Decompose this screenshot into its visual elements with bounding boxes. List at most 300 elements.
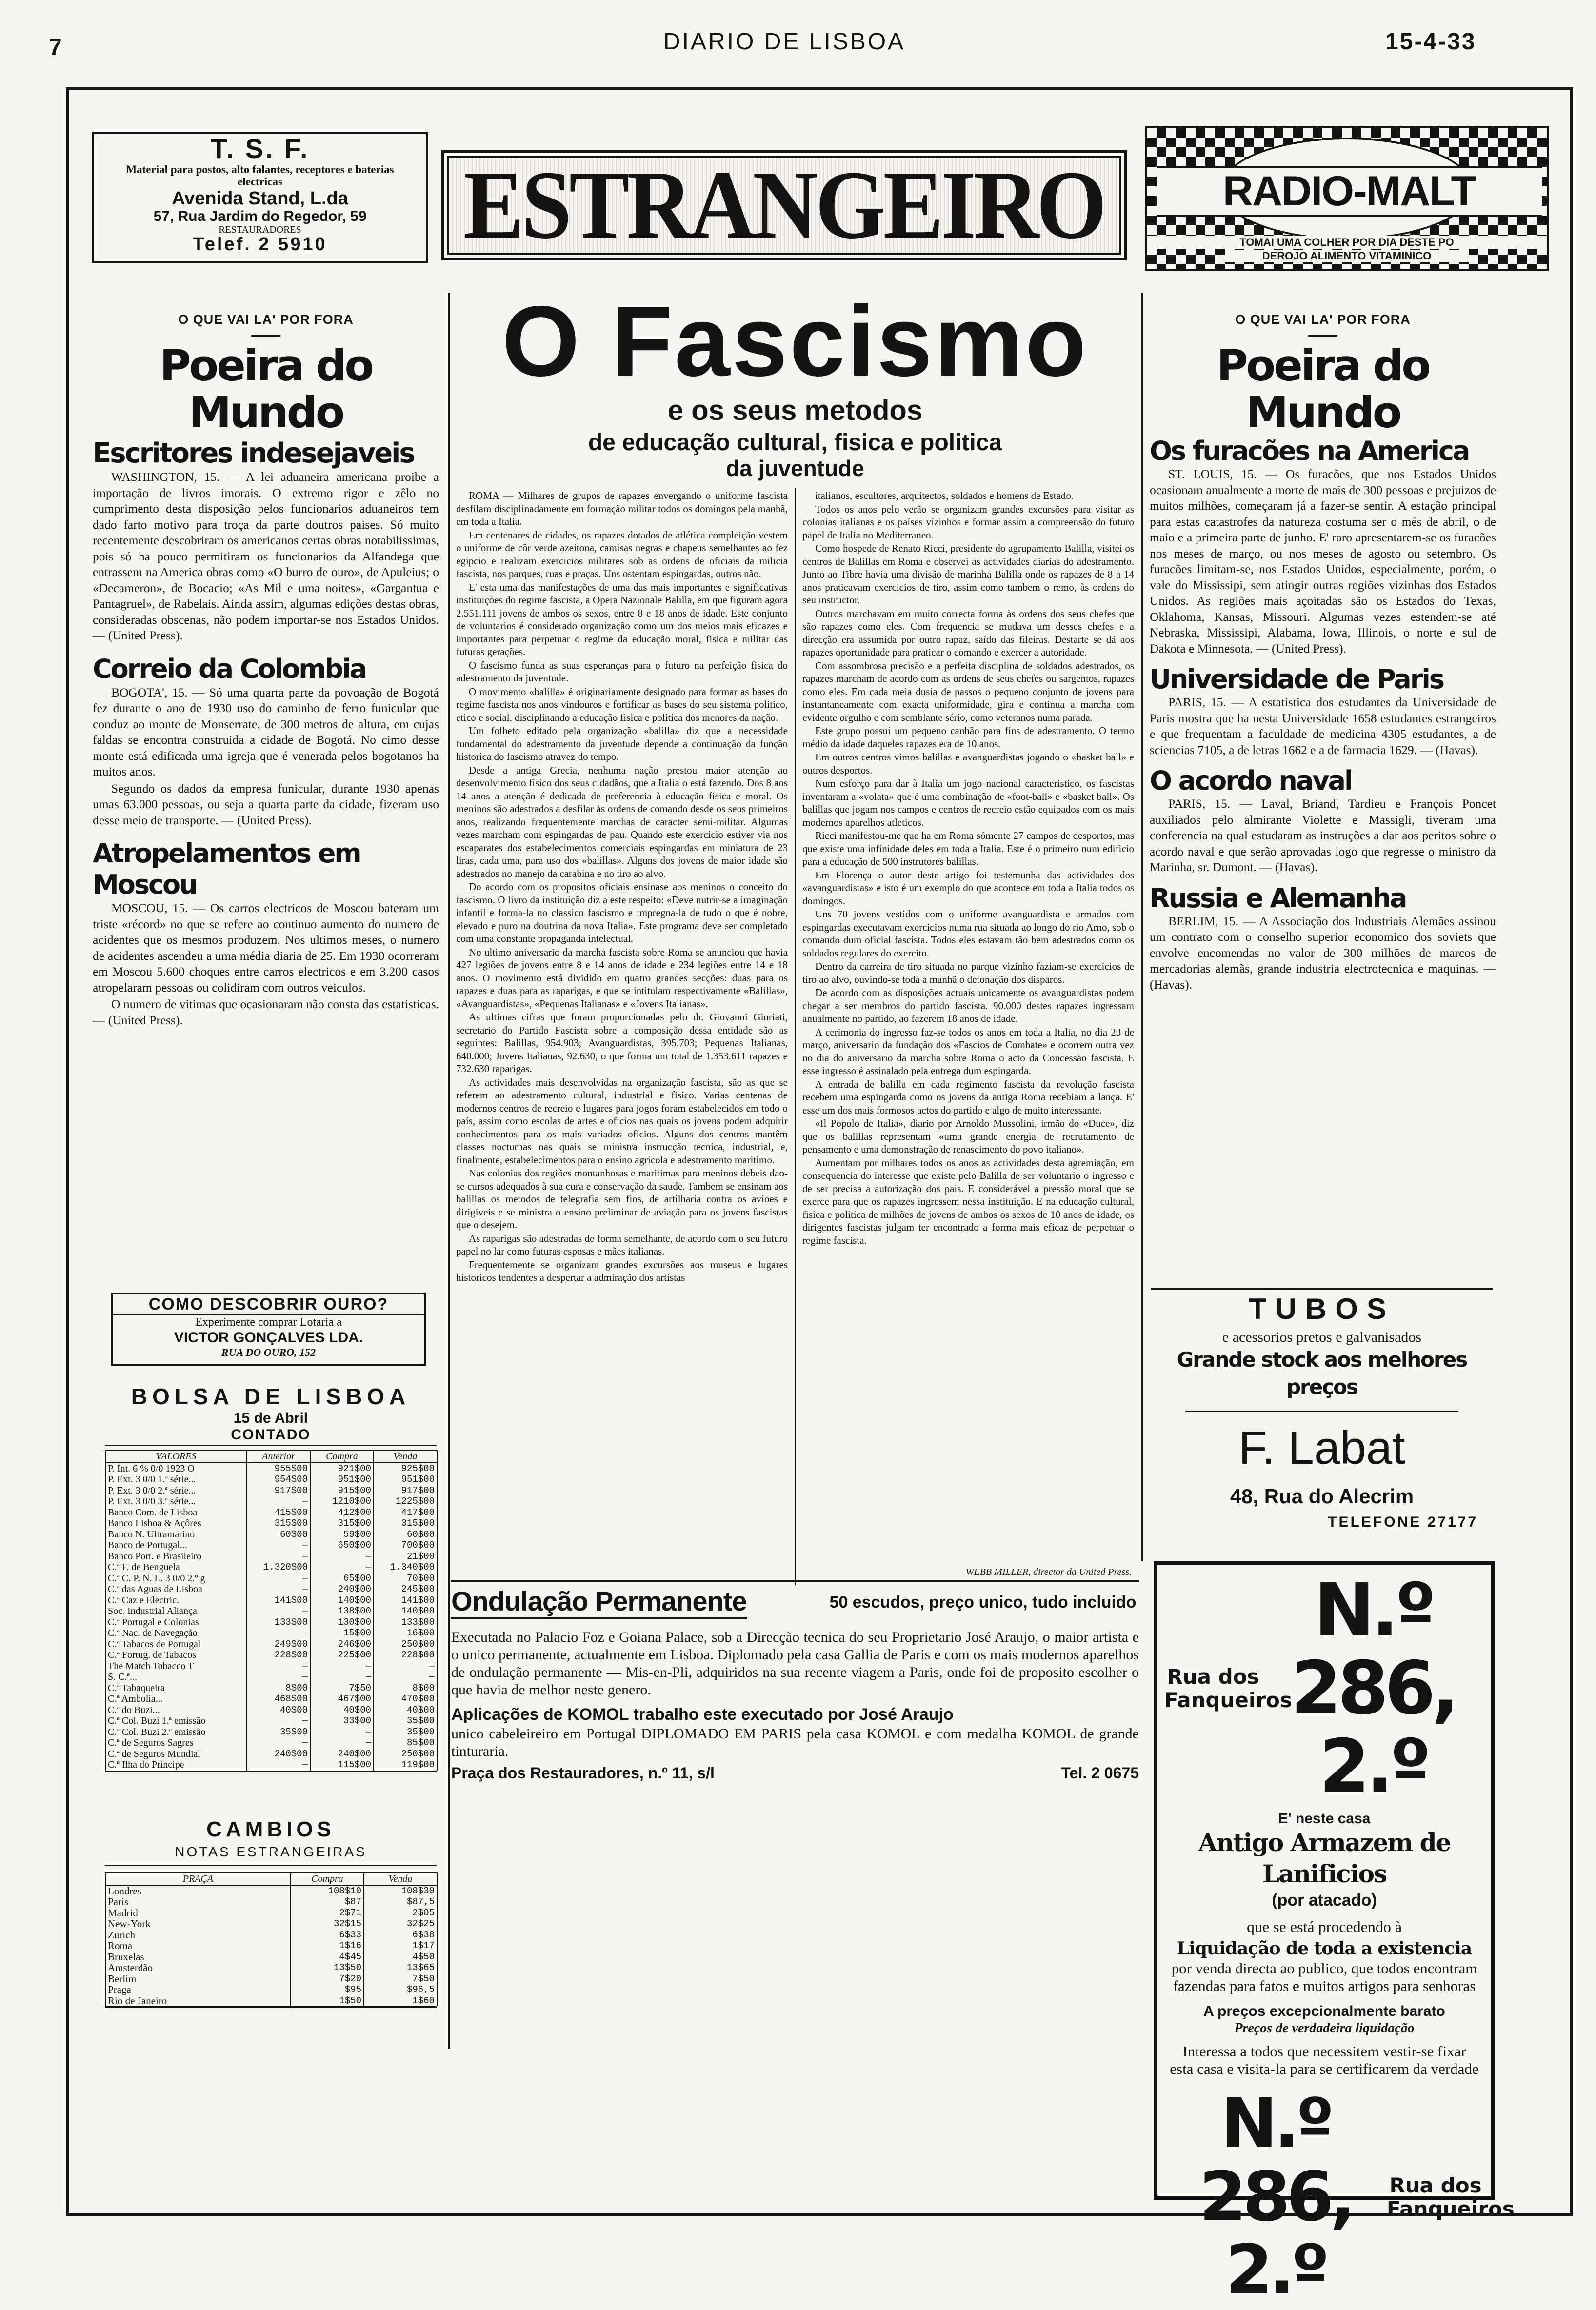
right-column [1150,312,1496,994]
table-cell: 246$00 [310,1639,374,1650]
table-row [105,1573,437,1584]
tubos-line1: e acessorios pretos e galvanisados [1222,1329,1422,1345]
table-cell: P. Ext. 3 0/0 3.ª série... [105,1496,247,1507]
paragraph: BERLIM, 15. — A Associação dos Industriais Alemães assinou um contrato com o conselho superior economico dos soviets que envolve encomendas no valor de 300 milhões de marcos de mercadorias alemãs, grande industria electrotecnica e maquinas. — (Havas). [1150,914,1496,992]
table-row [105,1606,437,1617]
ondulacao-title: Ondulação Permanente [451,1585,747,1619]
table-cell: C.ª Portugal e Colonias [105,1617,247,1628]
article-body [93,469,439,644]
table-row [105,1705,437,1716]
table-cell: 412$00 [310,1507,374,1518]
table-cell: Madrid [105,1908,291,1919]
fanqueiros-number-bottom: N.º 286, 2.º [1199,2084,1352,2310]
table-cell: 315$00 [374,1518,437,1529]
paragraph: ROMA — Milhares de grupos de rapazes envergando o uniforme fascista desfilam disciplinadamente em formação militar todos os domingos pela manhã, em toda a Italia. [456,490,788,527]
ouro-line1: Experimente comprar Lotaria a [195,1316,342,1329]
table-cell: 250$00 [374,1639,437,1650]
cambios-table [105,1872,438,2006]
table-cell: 1225$00 [374,1496,437,1507]
right-kicker: O QUE VAI LA' POR FORA [1235,312,1411,327]
ondulacao-address: Praça dos Restauradores, n.º 11, s/l [451,1764,715,1782]
table-cell: 250$00 [374,1749,437,1760]
table-cell: 40$00 [374,1705,437,1716]
tsf-line1: Material para postos, alto falantes, receptores e baterias electricas [126,163,394,188]
table-header-cell: Compra [291,1873,364,1885]
paragraph: Uns 70 jovens vestidos com o uniforme avanguardista e armados com espingardas executavam exercicios numa rua situada ao longo do rio Arno, sob o comando dum oficial fascista. Todos eles estavam tão bem adestrados como os soldados regulares do exercito. [802,908,1134,959]
table-cell: 59$00 [310,1529,374,1540]
tubos-ad [1151,1288,1493,1551]
table-cell: 21$00 [374,1551,437,1562]
table-row [105,1940,437,1952]
table-cell: 13$50 [291,1962,364,1973]
table-cell: Banco N. Ultramarino [105,1529,247,1540]
table-row [105,1584,437,1595]
table-row [105,1595,437,1606]
fanqueiros-liquidacao: Liquidação de toda a existencia [1177,1938,1472,1959]
table-cell: 1$16 [291,1940,364,1952]
table-cell: 35$00 [374,1715,437,1727]
table-cell: Berlim [105,1973,291,1985]
table-cell: Zurich [105,1930,291,1941]
table-row [105,1908,437,1919]
table-cell: 6$33 [291,1930,364,1941]
table-row [105,1529,437,1540]
table-cell: 7$20 [291,1973,364,1985]
issue-date: 15-4-33 [1385,29,1476,55]
table-cell: 32$25 [364,1918,437,1930]
table-cell: 130$00 [310,1617,374,1628]
table-cell: 8$00 [374,1683,437,1694]
bolsa-subtitle: CONTADO [231,1427,311,1443]
table-cell: 1$60 [364,1995,437,2007]
table-cell: New-York [105,1918,291,1930]
table-cell: C.ª de Seguros Mundial [105,1749,247,1760]
table-cell: 40$00 [247,1705,310,1716]
table-cell: 1$50 [291,1995,364,2007]
fanqueiros-street-bottom: Rua dos Fanqueiros [1387,2173,1515,2221]
table-cell: 240$00 [247,1749,310,1760]
table-cell: 35$00 [247,1727,310,1738]
table-row [105,1639,437,1650]
table-cell: 951$00 [310,1474,374,1485]
table-cell: Amsterdão [105,1962,291,1973]
article-body [93,685,439,829]
table-cell: 917$00 [374,1485,437,1496]
paragraph: italianos, escultores, arquitectos, soldados e homens de Estado. [815,490,1074,501]
table-cell: 240$00 [310,1749,374,1760]
table-cell: 119$00 [374,1759,437,1771]
table-cell: $96,5 [364,1984,437,1995]
tsf-company: Avenida Stand, L.da [172,188,348,209]
table-cell: 915$00 [310,1485,374,1496]
table-cell: 141$00 [247,1595,310,1606]
table-cell: 700$00 [374,1540,437,1551]
table-cell: 1210$00 [310,1496,374,1507]
table-row [105,1885,437,1897]
table-row [105,1952,437,1963]
paragraph: No ultimo aniversario da marcha fascista sobre Roma se anunciou que havia 427 legiões de jovens entre 8 e 14 anos de idade e 234 legiões entre 14 e 18 anos. O movimento está dividido em quatro grandes secções: duas para os rapazes e duas para as raparigas, e que se intitulam respectivamente «Balillas», «Avanguardistas», «Pequenas Italianas» e «Jovens Italianas». [456,946,788,1010]
table-cell: 415$00 [247,1507,310,1518]
table-cell: 650$00 [310,1540,374,1551]
cambios-section [105,1817,437,2008]
tubos-line2: Grande stock aos melhores preços [1177,1348,1467,1399]
paragraph: As actividades mais desenvolvidas na organização fascista, são as que se referem ao adestramento cultural, industrial e fisico. Varias centenas de modernos centros de recreio e lugares para jogos foram estabelecidos em todo o país, assim como escolas de artes e oficios nas quais os jovens podem adquirir conhecimentos para os mais variados ofícios. Alguns dos centros mantêm classes nocturnas nas quais se ministra instrucção tecnica, industrial, e, finalmente, estabelecimentos para o ensino agricola e adestramento maritimo. [456,1076,788,1166]
fanqueiros-body2: Interessa a todos que necessitem vestir-se fixar esta casa e visita-la para se certificarem da verdade [1170,2043,1479,2077]
table-cell: — [310,1727,374,1738]
ondulacao-body: Executada no Palacio Foz e Goiana Palace, sob a Direcção tecnica do seu Proprietario José Araujo, o maior artista e o unico permanente, actualmente em Lisboa. Diplomado pela casa Gallia de Paris e com os mais modernos aparelhos de ondulação permanente — Mis-en-Pli, adquiridos na sua recente viagem a Paris, onde foi de proposito escolher o que havia de melhor neste genero. [451,1629,1139,1698]
table-cell: C.ª Col. Buzi 1.ª emissão [105,1715,247,1727]
paragraph: De acordo com as disposições actuais unicamente os avanguardistas podem chegar a ser membros do partido fascista. 90.000 destes rapazes ingressam anualmente no partido, ao fazerem 18 anos de idade. [802,987,1134,1024]
table-row [105,1715,437,1727]
table-header-cell: Anterior [247,1451,310,1463]
paragraph: O fascismo funda as suas esperanças para o futuro na perfeição fisica do adestramento da juventude. [456,659,788,684]
table-cell: $87,5 [364,1896,437,1908]
table-cell: Bruxelas [105,1952,291,1963]
table-cell: 315$00 [247,1518,310,1529]
table-row [105,1463,437,1474]
table-cell: C.ª Nac. de Navegação [105,1628,247,1639]
paragraph: O movimento «balilla» é originariamente designado para formar as bases do regime fascista nos anos vindouros e fortificar as bases do seu sistema politico, etico e social, disciplinando a educação fisica e politica dos menores da nação. [456,685,788,723]
table-row [105,1540,437,1551]
tubos-address: 48, Rua do Alecrim [1230,1485,1414,1508]
table-cell: 60$00 [247,1529,310,1540]
table-cell: 60$00 [374,1529,437,1540]
table-cell: Banco Lisboa & Açôres [105,1518,247,1529]
table-cell: — [247,1737,310,1749]
page-number: 7 [49,35,62,60]
table-cell: 6$38 [364,1930,437,1941]
table-cell: 240$00 [310,1584,374,1595]
article-title: Universidade de Paris [1150,664,1444,695]
paragraph: Frequentemente se organizam grandes excursões aos museus e lugares historicos tendentes a despertar a admiração dos artistas [456,1258,788,1283]
table-row [105,1727,437,1738]
paragraph: Segundo os dados da empresa funicular, durante 1930 apenas umas 63.000 pessoas, ou seja a quarta parte da cidade, fizeram uso desse meio de transporte. — (United Press). [93,781,439,827]
table-cell: 65$00 [310,1573,374,1584]
table-row [105,1562,437,1573]
table-cell: 4$50 [364,1952,437,1963]
table-cell: The Match Tobacco T [105,1661,247,1672]
table-cell: S. C.ª... [105,1672,247,1683]
table-row [105,1617,437,1628]
table-cell: 7$50 [310,1683,374,1694]
table-cell: 138$00 [310,1606,374,1617]
bolsa-table [105,1450,438,1771]
table-header-cell: Venda [364,1873,437,1885]
table-cell: — [247,1551,310,1562]
article-title: Os furacões na America [1150,436,1469,466]
table-cell: — [374,1661,437,1672]
paragraph: Do acordo com os propositos oficiais ensinase aos meninos o conceito do fascismo. O livro da instituição diz a este respeito: «Deve nutrir-se a imaginação infantil e forma-la no classico fascismo e impregna-la de tudo o que é nobre, elevado e puro na doutrina da nova Italia». Este programa deve ser completado com uma constante propaganda intelectual. [456,881,788,944]
fanqueiros-proceeding: que se está procedendo à [1246,1918,1402,1935]
table-cell: C.ª F. de Benguela [105,1562,247,1573]
table-cell: 15$00 [310,1628,374,1639]
table-cell: C.ª Tabacos de Portugal [105,1639,247,1650]
table-cell: 108$10 [291,1885,364,1897]
paragraph: Ricci manifestou-me que ha em Roma sómente 27 campos de desportos, mas que existe uma infinidade deles em toda a Italia. Este é o primeiro num edificio para a educação de 500 instrutores balillas. [802,830,1134,867]
table-cell: 133$00 [247,1617,310,1628]
article-title: Escritores indesejaveis [93,438,414,469]
paragraph: Este grupo possui um pequeno canhão para fins de adestramento. O termo médio da idade daqueles rapazes era de 10 anos. [802,725,1134,750]
table-cell: 951$00 [374,1474,437,1485]
byline: WEBB MILLER, director da United Press. [965,1567,1132,1577]
table-cell: — [310,1737,374,1749]
newspaper-name: DIARIO DE LISBOA [663,29,906,55]
table-cell: — [310,1562,374,1573]
ouro-title: COMO DESCOBRIR OURO? [113,1294,424,1315]
table-cell: 315$00 [310,1518,374,1529]
table-cell: — [247,1628,310,1639]
paragraph: Em centenares de cidades, os rapazes dotados de atlética compleição vestem o uniforme de côr verde azeitona, camisas negras e chapeus semelhantes ao fez egipcio e realizam exercicios militares sob as ordens de oficiais da milicia fascista, nos parques, ruas e praças. Uns ostentam espingardas, outros não. [456,529,788,579]
table-row [105,1973,437,1985]
table-cell: 140$00 [374,1606,437,1617]
paragraph: Com assombrosa precisão e a perfeita disciplina de soldados adestrados, os rapazes marcham de acordo com as ordens de seus chefes ou sargentos, rapazes como eles. Em cada meia dusia de passos o pequeno conjunto de jovens para instantaneamente com exacta uniformidade, gira e continua a marcha com evidente orgulho e com semblante sério, como veteranos numa parada. [802,659,1134,723]
left-kicker: O QUE VAI LA' POR FORA [178,312,354,327]
ouro-company: VICTOR GONÇALVES LDA. [174,1330,363,1346]
paragraph: Dentro da carreira de tiro situada no parque vizinho faziam-se exercicios de tiro ao alvo, ouvindo-se toda a manhã o detonação dos disparos. [802,960,1134,985]
table-cell: 955$00 [247,1463,310,1474]
paragraph: A entrada de balilla em cada regimento fascista da revolução fascista recebem uma espingarda como os jovens da antiga Roma recebiam a lança. E' esse um dos mais formosos actos do partido e algo de muito interessante. [802,1078,1134,1116]
table-header-cell: VALORES [105,1451,247,1463]
table-cell: 35$00 [374,1727,437,1738]
table-cell: 2$85 [364,1908,437,1919]
paragraph: Todos os anos pelo verão se organizam grandes excursões para visitar as colonias italianas e os países vizinhos e formar assim a compreensão do futuro papel de Italia no Mediterraneo. [802,503,1134,541]
table-cell: — [247,1759,310,1771]
paragraph: E' esta uma das manifestações de uma das mais importantes e significativas instituições do regime fascista, a Opera Nazionale Balilla, em que figuram agora 2.551.111 jovens de ambos os sexos, entre 8 e 18 anos de idade. Este conjunto de voluntarios é considerado organização como um dos meios mais eficazes e importantes para perpetuar o regime da educação moral, fisica e militar das futuras gerações. [456,581,788,657]
table-row [105,1474,437,1485]
paragraph: PARIS, 15. — A estatistica dos estudantes da Universidade de Paris mostra que ha nesta Universidade 1658 estudantes estrangeiros e que frequentam a faculdade de medicina 4305 estudantes, a de sciencias 7105, a de letras 1662 e a de farmacia 1629. — (Havas). [1150,695,1496,757]
table-row [105,1918,437,1930]
paragraph: Desde a antiga Grecia, nenhuma nação prestou maior atenção ao desenvolvimento fisico dos seus cidadãos, que a Italia o está fazendo. Dos 8 aos 14 anos a atenção é dedicada de preferencia à educação fisica e moral. Os meninos são adestrados a desfilar às ordens de comando desde os seus primeiros anos, realizando frequentemente marchas de caracter semi-militar. Algumas vezes marcham com espingardas de pau. Quando este exercicio estiver via nos escaparates dos estabelecimentos comerciais espingardas em miniatura de 23 liras, cada uma, para uso dos «balillas». Alguns dos jovens de maior idade são adestrados no manejo da carabina e no tiro ao alvo. [456,764,788,879]
table-cell: C.ª Col. Buzi 2.ª emissão [105,1727,247,1738]
ouro-ad [111,1293,426,1366]
article-title: Atropelamentos em Moscou [93,838,360,900]
fanqueiros-precos2: Preços de verdadeira liquidação [1234,2021,1415,2036]
table-cell: 467$00 [310,1693,374,1705]
radio-malt-logo: RADIO-MALT [1157,166,1542,217]
paragraph: Em outros centros vimos balillas e avanguardistas jogando o «basket ball» e outros desportos. [802,751,1134,776]
table-cell: C.ª C. P. N. L. 3 0/0 2.º g [105,1573,247,1584]
table-cell: P. Ext. 3 0/0 2.ª série... [105,1485,247,1496]
fanqueiros-shop: Antigo Armazem de Lanificios [1198,1828,1451,1888]
table-cell: 917$00 [247,1485,310,1496]
table-cell: 16$00 [374,1628,437,1639]
table-cell: Soc. Industrial Aliança [105,1606,247,1617]
paragraph: Aumentam por milhares todos os anos as actividades desta agremiação, em consequencia do interesse que existe pelo Balilla de ser voluntario o ingresso e de ser precisa a autorização dos pais. E considerável a pressão moral que se exerce para que os rapazes ingressem nessa instituição. E na educação cultural, fisica e politica de milhões de jovens de ambos os sexos de 10 anos de idade, os dirigentes fascistas julgam ter encontrado a forma mais eficaz de perpetuar o regime fascista. [802,1156,1134,1246]
table-cell: 140$00 [310,1595,374,1606]
tsf-phone: Telef. 2 5910 [193,234,327,255]
table-cell: 13$65 [364,1962,437,1973]
table-row [105,1737,437,1749]
bolsa-date: 15 de Abril [233,1410,308,1426]
table-row [105,1518,437,1529]
left-headline: Poeira do Mundo [160,340,372,438]
paragraph: WASHINGTON, 15. — A lei aduaneira americana proibe a importação de livros imorais. O extremo rigor e zêlo no cumprimento desta disposição pelos funcionarios aduaneiros tem dado farto motivo para troça da parte doutros paises. Só muito recentemente descobriram os americanos certas obras notabilissimas, pois só ha pouco permitiram os funcionarios da Alfandega que entrassem na America obras como «O burro de ouro», de Apuleius; o «Decameron», de Bocacio; «As Mil e uma noites», «Gargantua e Pantagruel», de Rabelais. Ainda assim, algumas edições destas obras, consideradas obscenas, não podem importar-se nos Estados Unidos. — (United Press). [93,470,439,642]
section-banner [441,150,1127,260]
table-cell: 4$45 [291,1952,364,1963]
tsf-ad [92,132,428,263]
table-cell: 417$00 [374,1507,437,1518]
table-row [105,1650,437,1661]
article-body [93,900,439,1028]
paragraph: O numero de vitimas que ocasionaram não consta das estatisticas. — (United Press). [93,997,439,1027]
article-title: Russia e Alemanha [1150,882,1406,914]
article-body [1150,796,1496,876]
table-cell: 470$00 [374,1693,437,1705]
table-row [105,1683,437,1694]
table-row [105,1759,437,1771]
tubos-company: F. Labat [1238,1422,1405,1474]
article-body [1150,695,1496,758]
table-cell: — [247,1573,310,1584]
left-column [93,312,439,1029]
bolsa-section [105,1383,437,1772]
table-row [105,1995,437,2007]
table-cell: 954$00 [247,1474,310,1485]
table-cell: 8$00 [247,1683,310,1694]
table-row [105,1507,437,1518]
table-cell: C.ª Ambolia... [105,1693,247,1705]
table-cell: 33$00 [310,1715,374,1727]
table-cell: 925$00 [374,1463,437,1474]
paragraph: Como hospede de Renato Ricci, presidente do agrupamento Balilla, visitei os centros de Balillas em Roma e observei as actividades diarias do adestramento. Junto ao Tibre havia uma divisão de marinha Balilla onde os rapazes de 8 a 14 anos praticavam exercicios de tiro, assim como tambem o remo, às ordens do seu instructor. [802,542,1134,606]
table-cell: C.ª das Aguas de Lisboa [105,1584,247,1595]
table-cell: Roma [105,1940,291,1952]
table-cell: — [247,1496,310,1507]
table-cell: Banco Port. e Brasileiro [105,1551,247,1562]
article-body [1150,914,1496,993]
table-cell: 245$00 [374,1584,437,1595]
paragraph: «Il Popolo de Italia», diario por Arnoldo Mussolini, irmão do «Duce», diz que os balillas representam «uma grande energia de recrutamento de pensamento e uma demonstração de renascimento do povo italiano». [802,1117,1134,1155]
main-article-col-1 [456,489,788,1285]
table-cell: 7$50 [364,1973,437,1985]
table-row [105,1749,437,1760]
table-cell: 249$00 [247,1639,310,1650]
table-cell: — [247,1540,310,1551]
table-cell: 1$17 [364,1940,437,1952]
table-cell: Paris [105,1896,291,1908]
table-cell: 133$00 [374,1617,437,1628]
table-cell: — [310,1672,374,1683]
table-row [105,1551,437,1562]
table-cell: — [247,1584,310,1595]
right-headline: Poeira do Mundo [1217,340,1429,438]
table-row [105,1496,437,1507]
table-row [105,1984,437,1995]
table-row [105,1930,437,1941]
table-cell: Banco de Portugal... [105,1540,247,1551]
table-cell: Rio de Janeiro [105,1995,291,2007]
table-header-cell: Compra [310,1451,374,1463]
fanqueiros-precos: A preços excepcionalmente barato [1203,2003,1445,2019]
table-cell: 32$15 [291,1918,364,1930]
tsf-address: 57, Rua Jardim do Regedor, 59 [153,208,367,224]
section-title: ESTRANGEIRO [463,151,1105,259]
table-row [105,1693,437,1705]
radio-malt-tagline-2: DEROJO ALIMENTO VITAMINICO [1225,250,1469,262]
table-cell: C.ª Ilha do Principe [105,1759,247,1771]
table-cell: 2$71 [291,1908,364,1919]
komol-line: Aplicações de KOMOL trabalho este executado por José Araujo [451,1705,954,1724]
paragraph: ST. LOUIS, 15. — Os furacões, que nos Estados Unidos ocasionam anualmente a morte de mais de 300 pessoas e prejuizos de muitos milhões, começaram já a fazer-se sentir. A estação principal para estas catastrofes da natureza costuma ser o mês de abril, o de maio e a primeira parte de junho. E' raro apresentarem-se os furacões nos meses de março, ou nos meses de agosto ou setembro. Os furacões limitam-se, nos Estados Unidos, especialmente, porém, o vale do Mississipi, sem atingir outras regiões vizinhas dos Estados Unidos. As regiões mais açoitadas são os Estados do Texas, Oklahoma, Kansas, Missouri. Algumas vezes estendem-se até Nebraska, Mississipi, Alabama, Iowa, Illinois, o norte e sul de Dakota e Minnesota. — (United Press). [1150,467,1496,656]
ondulacao-phone: Tel. 2 0675 [1061,1764,1139,1782]
table-cell: — [247,1672,310,1683]
table-cell: 115$00 [310,1759,374,1771]
table-cell: $95 [291,1984,364,1995]
table-cell: 225$00 [310,1650,374,1661]
table-cell: C.ª do Buzi... [105,1705,247,1716]
table-cell: Londres [105,1885,291,1897]
ondulacao-ad [451,1580,1139,1985]
main-subhead-3: da juventude [726,456,864,481]
table-cell: 141$00 [374,1595,437,1606]
paragraph: Nas colonias dos regiões montanhosas e maritimas para meninos debeis dao-se cursos adequados à sua cura e conservação da saude. Tambem se ensinam aos balillas os metodos de telegrafia sem fios, de artilharia contra os avioes e dirigiveis e se ministra o ensino preliminar de aviação para os jovens fascistas que o desejem. [456,1167,788,1231]
table-cell: 1.340$00 [374,1562,437,1573]
table-row [105,1485,437,1496]
table-cell: 70$00 [374,1573,437,1584]
fanqueiros-body1: por venda directa ao publico, que todos encontram fazendas para fatos e muitos artigos para senhoras [1171,1960,1477,1994]
komol-body: unico cabeleireiro em Portugal DIPLOMADO EM PARIS pela casa KOMOL e com medalha KOMOL de grande tinturaria. [451,1726,1139,1759]
table-cell: — [247,1606,310,1617]
main-subhead-1: e os seus metodos [667,395,923,426]
ondulacao-price: 50 escudos, preço unico, tudo incluido [829,1593,1137,1612]
article-title: O acordo naval [1150,765,1352,796]
paragraph: Num esforço para dar à Italia um jogo nacional caracteristico, os fascistas inventaram a «volata» que é uma combinação de «foot-ball» e «basket ball». Os balillas que jogam nos campos e centros de recreio estão equipados com os mais modernos aparelhos atleticos. [802,777,1134,828]
paragraph: Outros marchavam em muito correcta forma às ordens dos seus chefes que são rapazes como eles. Com frequencia se mudava um desses chefes e a direcção era assumida por outro rapaz, saído das fileiras. Destarte se dá aos rapazes oportunidade para praticar o comando e exercer a autoridade. [802,607,1134,658]
table-cell: — [374,1672,437,1683]
table-cell: 921$00 [310,1463,374,1474]
table-cell: — [247,1715,310,1727]
main-article-col-2 [802,489,1134,1247]
table-cell: C.ª Tabaqueira [105,1683,247,1694]
table-row [105,1896,437,1908]
tubos-phone: TELEFONE 27177 [1328,1514,1478,1530]
table-cell: C.ª Fortug. de Tabacos [105,1650,247,1661]
table-row [105,1628,437,1639]
table-cell: Banco Com. de Lisboa [105,1507,247,1518]
table-row [105,1672,437,1683]
radio-malt-ad [1145,126,1549,271]
table-cell: P. Int. 6 % 0/0 1923 O [105,1463,247,1474]
paragraph: MOSCOU, 15. — Os carros electricos de Moscou bateram um triste «récord» no que se refere ao continuo aumento do numero de acidentes que os mesmos produzem. Nos ultimos meses, o numero de acidentes ascendeu a uma média diaria de 25. Em 1930 ocorreram em Moscou 5.600 choques entre carros electricos e em 3.200 casos atropelaram pessoas ou colidiram com outros veiculos. [93,901,439,995]
table-cell: — [310,1551,374,1562]
table-cell: C.ª de Seguros Sagres [105,1737,247,1749]
table-cell: C.ª Caz e Electric. [105,1595,247,1606]
tsf-title: T. S. F. [210,133,310,164]
cambios-subtitle: NOTAS ESTRANGEIRAS [175,1844,367,1859]
table-cell: 1.320$00 [247,1562,310,1573]
table-row [105,1661,437,1672]
tubos-title: TUBOS [1249,1293,1395,1325]
paragraph: Um folheto editado pela organização «balilla» diz que a necessidade fundamental do adestramento da juventude depende a continuação da função historica do fascismo atravez do tempo. [456,725,788,762]
table-cell: $87 [291,1896,364,1908]
table-cell: 108$30 [364,1885,437,1897]
table-cell: 228$00 [374,1650,437,1661]
table-cell: P. Ext. 3 0/0 1.ª série... [105,1474,247,1485]
cambios-title: CAMBIOS [206,1817,335,1841]
table-cell: Praga [105,1984,291,1995]
table-header-cell: PRAÇA [105,1873,291,1885]
table-cell: 40$00 [310,1705,374,1716]
article-body [1150,466,1496,657]
fanqueiros-ad [1154,1561,1515,2310]
main-subhead-2: de educação cultural, fisica e politica [588,430,1002,456]
fanqueiros-street-top: Rua dos Fanqueiros [1164,1665,1292,1712]
table-cell: — [310,1661,374,1672]
paragraph: As ultimas cifras que foram proporcionadas pelo dr. Giovanni Giuriati, secretario do Partido Fascista sobre a composição dessa entidade são as seguintes: Balillas, 954.903; Avanguardistas, 395.703; Pequenas Italianas, 640.000; Jovens Italianas, 92.630, o que forma um total de 1.353.611 rapazes e 732.630 raparigas. [456,1011,788,1075]
table-header-cell: Venda [374,1451,437,1463]
fanqueiros-neste: E' neste casa [1278,1811,1371,1827]
table-cell: — [247,1661,310,1672]
